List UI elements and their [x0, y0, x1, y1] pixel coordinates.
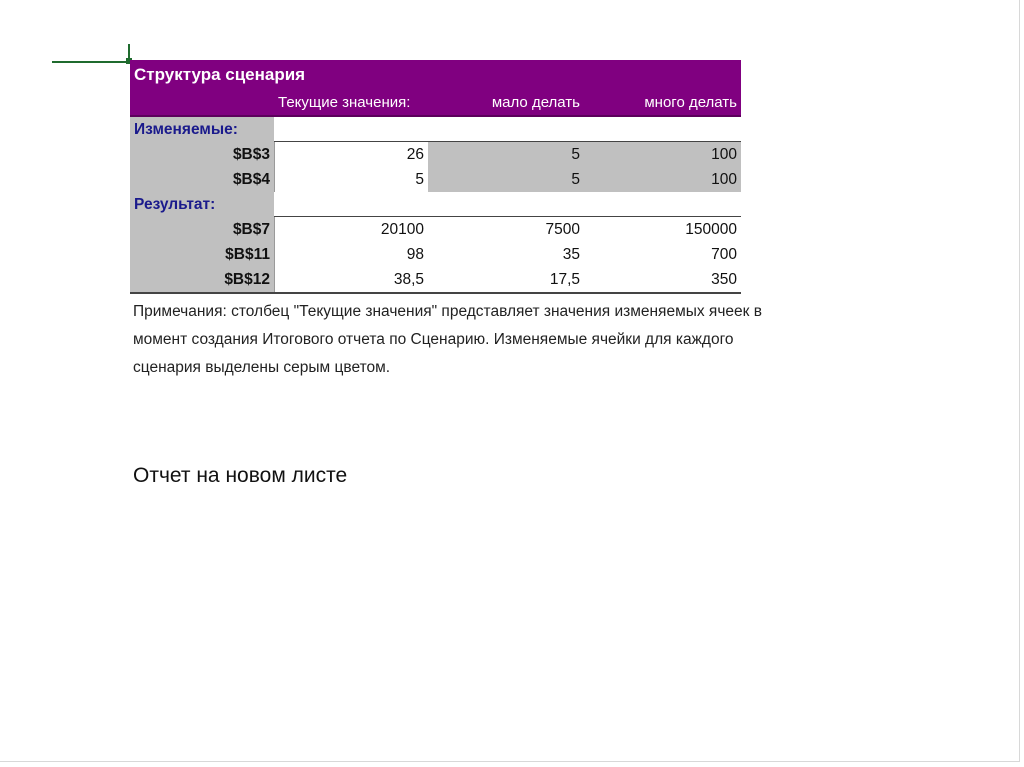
row-high-value: 700 — [584, 242, 741, 267]
row-cell-ref: $B$11 — [130, 242, 274, 267]
row-current-value: 5 — [274, 167, 428, 192]
section-changing-label: Изменяемые: — [130, 117, 274, 142]
table-title: Структура сценария — [134, 65, 306, 84]
row-high-value: 350 — [584, 267, 741, 292]
section-changing-row — [130, 117, 741, 142]
table-row — [130, 267, 741, 292]
table-row — [130, 217, 741, 242]
table-row — [130, 242, 741, 267]
scenario-summary-table — [130, 60, 741, 294]
table-row — [130, 167, 741, 192]
row-low-value: 7500 — [428, 217, 584, 242]
row-low-value: 17,5 — [428, 267, 584, 292]
row-cell-ref: $B$3 — [130, 142, 274, 167]
row-cell-ref: $B$7 — [130, 217, 274, 242]
table-title-row — [130, 60, 741, 90]
table-notes — [133, 298, 893, 382]
header-low-scenario: мало делать — [491, 94, 580, 111]
table-header-row — [130, 90, 741, 117]
row-current-value: 20100 — [274, 217, 428, 242]
selection-border — [52, 61, 128, 63]
row-low-value: 35 — [428, 242, 584, 267]
row-cell-ref: $B$12 — [130, 267, 274, 292]
row-low-value: 5 — [428, 142, 584, 167]
section-filler — [274, 192, 741, 217]
row-low-value: 5 — [428, 167, 584, 192]
section-result-row — [130, 192, 741, 217]
header-cell-empty — [130, 90, 274, 115]
slide-caption: Отчет на новом листе — [133, 464, 348, 487]
section-result-label: Результат: — [130, 192, 274, 217]
section-filler — [274, 117, 741, 142]
header-current-values: Текущие значения: — [278, 94, 411, 111]
header-high-scenario: много делать — [644, 94, 737, 111]
row-high-value: 100 — [584, 167, 741, 192]
notes-line: момент создания Итогового отчета по Сценарию. Изменяемые ячейки для каждого — [133, 331, 734, 348]
row-current-value: 98 — [274, 242, 428, 267]
notes-line: Примечания: столбец "Текущие значения" представляет значения изменяемых ячеек в — [133, 303, 762, 320]
row-high-value: 100 — [584, 142, 741, 167]
table-row — [130, 142, 741, 167]
notes-line: сценария выделены серым цветом. — [133, 359, 391, 376]
row-cell-ref: $B$4 — [130, 167, 274, 192]
table-bottom-rule — [130, 292, 741, 294]
row-current-value: 26 — [274, 142, 428, 167]
row-current-value: 38,5 — [274, 267, 428, 292]
row-high-value: 150000 — [584, 217, 741, 242]
